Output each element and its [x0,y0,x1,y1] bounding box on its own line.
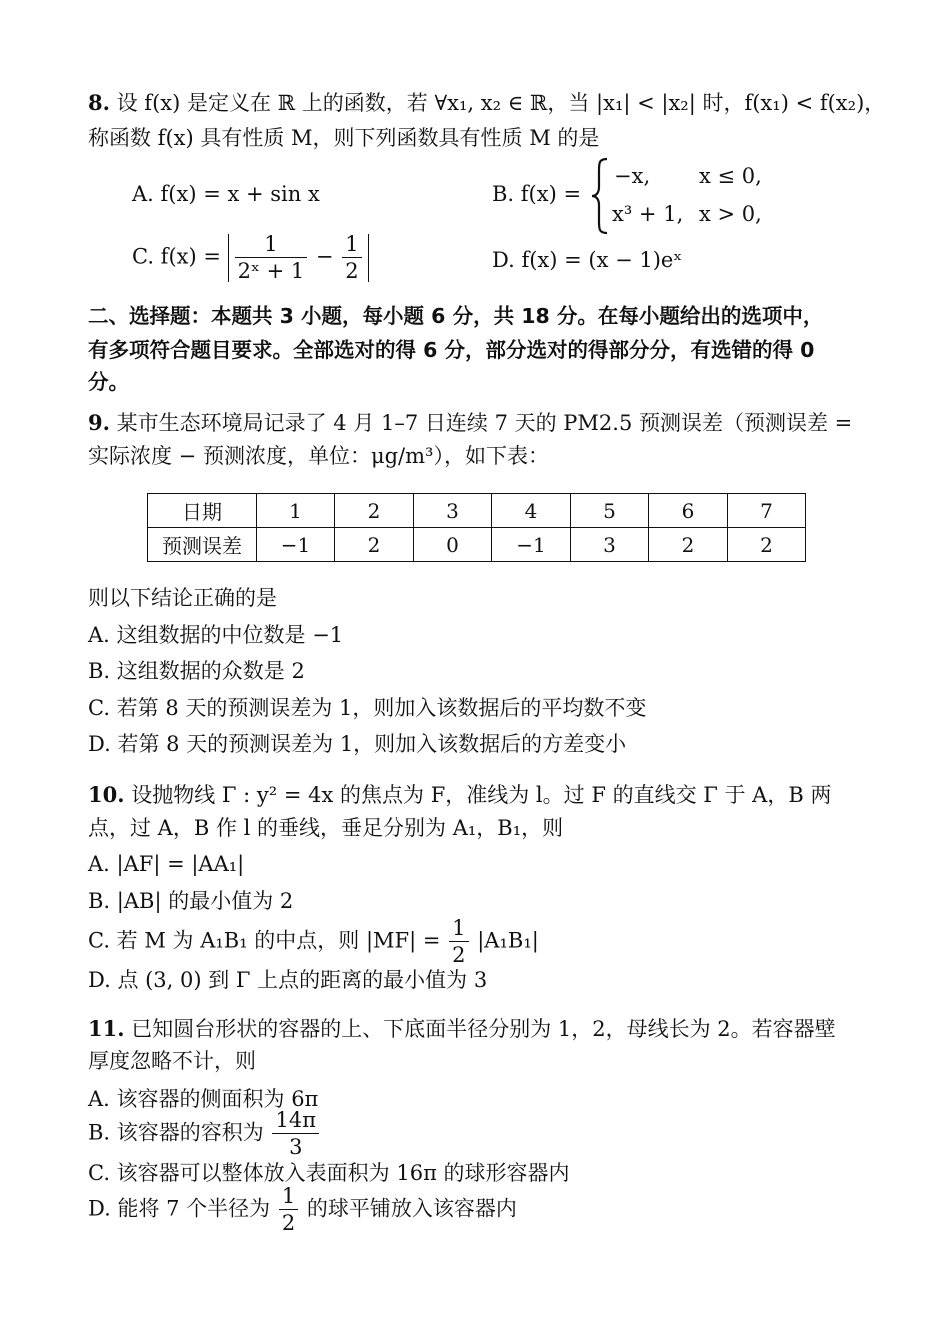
table-cell: −1 [257,528,335,562]
table-row [148,494,806,528]
q9-line1 [88,412,852,434]
q10-stem-line2: 点，过 A，B 作 l 的垂线，垂足分别为 A₁，B₁，则 [88,816,564,840]
section2-line2: 有多项符合题目要求。全部选对的得 6 分，部分选对的得部分分，有选错的得 0 [88,338,815,362]
q11-option-d-suffix: 的球平铺放入该容器内 [306,1196,517,1221]
q9-error-table [147,493,806,562]
q11-stem-line2: 厚度忽略不计，则 [88,1049,256,1073]
q8-option-c-frac2-den: 2 [345,259,359,283]
q8-option-c-frac2-num: 1 [342,234,361,258]
q11-option-a: A. 该容器的侧面积为 6π [88,1087,319,1111]
table-cell: 2 [335,528,414,562]
q10-stem-line1: 设抛物线 Γ : y² = 4x 的焦点为 F，准线为 l。过 F 的直线交 Γ 于 A，B 两 [131,783,832,807]
q11-option-b-prefix: B. 该容器的容积为 [88,1120,264,1145]
q11-line1 [88,1018,836,1040]
q11-number: 11. [88,1016,125,1041]
q8-option-c-abs [228,234,369,282]
q8-number: 8. [88,90,110,115]
q8-stem-line2: 称函数 f(x) 具有性质 M，则下列函数具有性质 M 的是 [88,126,600,150]
q11-stem-line1: 已知圆台形状的容器的上、下底面半径分别为 1，2，母线长为 2。若容器壁 [131,1017,836,1041]
q8-option-c-frac1 [235,234,308,282]
section2-line3: 分。 [88,370,129,394]
table-cell: 4 [492,494,571,528]
table-row [148,528,806,562]
q11-option-d-frac [279,1186,298,1234]
table-cell: 1 [257,494,335,528]
q9-stem-line1: 某市生态环境局记录了 4 月 1–7 日连续 7 天的 PM2.5 预测误差（预测误差 = [116,411,853,435]
q10-option-c-frac-num: 1 [449,918,468,942]
q10-option-c [88,918,539,966]
q11-option-b [88,1110,321,1158]
q11-option-b-frac-den: 3 [289,1135,303,1159]
q9-option-c: C. 若第 8 天的预测误差为 1，则加入该数据后的平均数不变 [88,696,647,720]
q8-option-b-case1-expr: −x, [614,164,651,188]
table-cell: 0 [414,528,492,562]
table-cell: 2 [728,528,806,562]
q8-option-c-frac1-den: 2ˣ + 1 [237,259,305,283]
q8-option-c-prefix: C. f(x) = [132,244,221,269]
q8-option-c [132,234,369,282]
q9-option-d: D. 若第 8 天的预测误差为 1，则加入该数据后的方差变小 [88,732,627,756]
q9-option-a: A. 这组数据的中位数是 −1 [88,623,344,647]
table-header-cell: 日期 [148,494,257,528]
q8-option-b-brace [590,157,610,235]
q9-stem-line2: 实际浓度 − 预测浓度，单位：μg/m³），如下表： [88,444,549,468]
q10-option-d: D. 点 (3, 0) 到 Γ 上点的距离的最小值为 3 [88,968,488,992]
q9-stem-conclusion: 则以下结论正确的是 [88,586,277,610]
q11-option-c: C. 该容器可以整体放入表面积为 16π 的球形容器内 [88,1161,570,1185]
table-cell: 5 [571,494,649,528]
q8-option-d: D. f(x) = (x − 1)eˣ [492,248,683,272]
q10-option-a: A. |AF| = |AA₁| [88,852,245,876]
q10-option-b: B. |AB| 的最小值为 2 [88,889,294,913]
q11-option-d-frac-den: 2 [281,1211,296,1235]
q8-stem-line1: 设 f(x) 是定义在 ℝ 上的函数，若 ∀x₁, x₂ ∈ ℝ，当 |x₁| < |x₂| 时，f(x₁) < f(x₂)， [116,91,886,115]
table-cell: −1 [492,528,571,562]
q10-line1 [88,784,831,806]
q8-option-c-frac1-num: 1 [235,234,308,258]
q8-option-c-minus: − [315,244,334,269]
q10-option-c-frac-den: 2 [452,943,466,967]
q11-option-d [88,1186,517,1234]
q11-option-d-frac-num: 1 [279,1186,298,1210]
table-cell: 2 [649,528,728,562]
q11-option-d-prefix: D. 能将 7 个半径为 [88,1196,271,1221]
q8-line1 [88,92,885,114]
table-cell: 3 [571,528,649,562]
q10-option-c-prefix: C. 若 M 为 A₁B₁ 的中点，则 |MF| = [88,928,441,953]
q8-option-b-case2-expr: x³ + 1, [612,202,684,226]
q10-option-c-frac [449,918,468,966]
q11-option-b-frac [272,1110,319,1158]
table-cell: 6 [649,494,728,528]
q8-option-a: A. f(x) = x + sin x [132,182,320,206]
table-header-cell: 预测误差 [148,528,257,562]
q11-option-b-frac-num: 14π [272,1110,319,1134]
table-cell: 2 [335,494,414,528]
section2-line1: 二、选择题：本题共 3 小题，每小题 6 分，共 18 分。在每小题给出的选项中， [88,304,824,328]
q8-option-b-case1-cond: x ≤ 0, [699,164,762,188]
table-cell: 7 [728,494,806,528]
q8-option-b-case2-cond: x > 0, [699,202,762,226]
table-cell: 3 [414,494,492,528]
q9-number: 9. [88,410,110,435]
q8-option-b-prefix: B. f(x) = [492,182,582,206]
q8-option-c-frac2 [342,234,361,282]
q10-option-c-suffix: |A₁B₁| [477,928,539,953]
q10-number: 10. [88,782,125,807]
q9-option-b: B. 这组数据的众数是 2 [88,659,305,683]
